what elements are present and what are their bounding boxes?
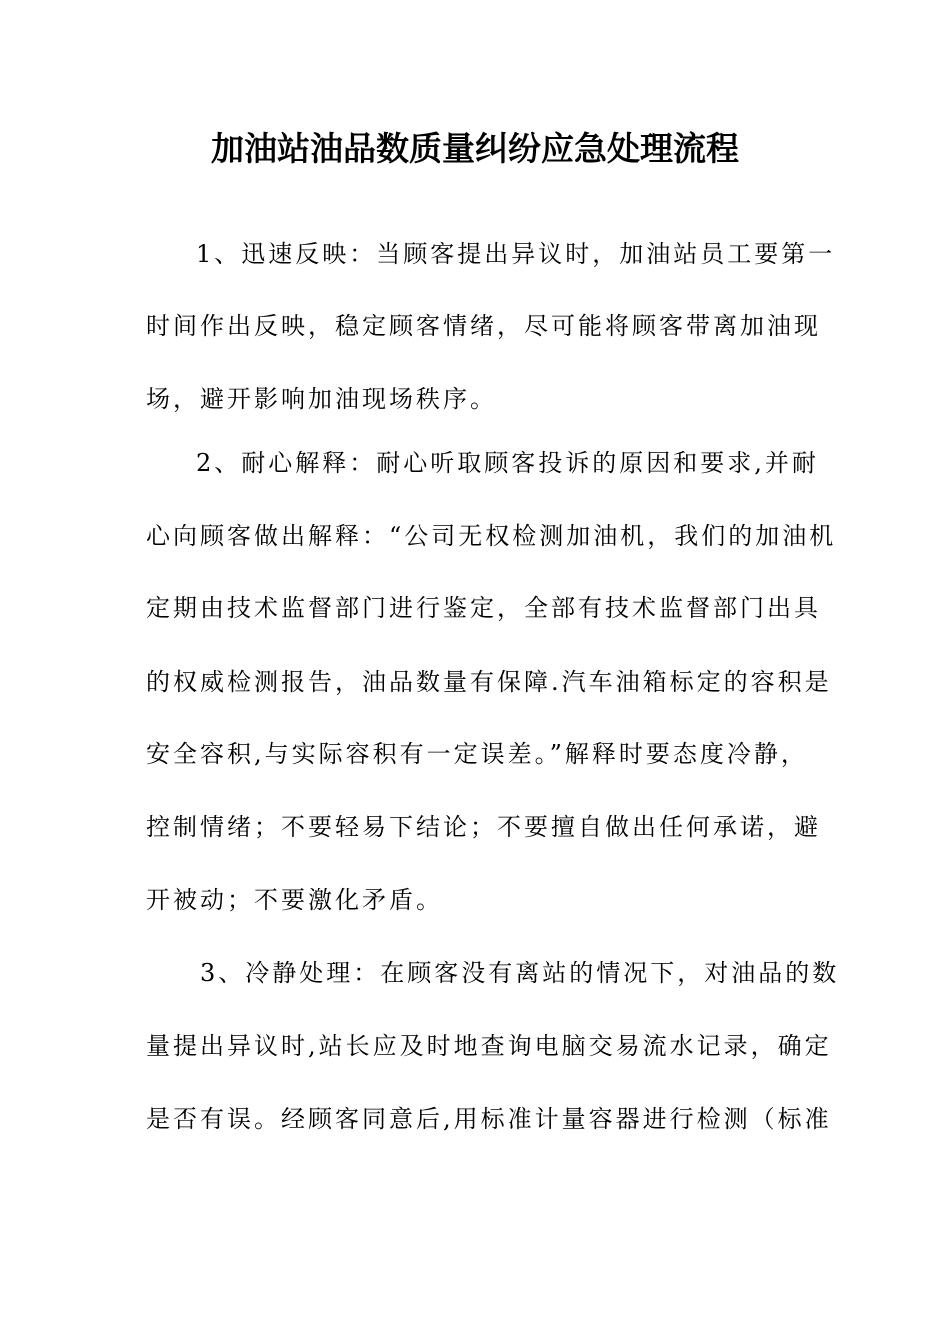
paragraph-line: 心向顾客做出解释：“公司无权检测加油机，我们的加油机 xyxy=(146,522,837,550)
paragraph-line: 3、冷静处理：在顾客没有离站的情况下，对油品的数 xyxy=(200,959,840,987)
paragraph-line: 时间作出反映，稳定顾客情绪，尽可能将顾客带离加油现 xyxy=(146,312,821,340)
paragraph-line: 开被动；不要激化矛盾。 xyxy=(146,886,443,914)
document-title: 加油站油品数质量纠纷应急处理流程 xyxy=(211,129,739,168)
paragraph-line: 定期由技术监督部门进行鉴定，全部有技术监督部门出具 xyxy=(146,594,821,622)
paragraph-line: 场，避开影响加油现场秩序。 xyxy=(146,385,497,413)
paragraph-line: 2、耐心解释：耐心听取顾客投诉的原因和要求,并耐 xyxy=(196,449,819,477)
paragraph-line: 量提出异议时,站长应及时地查询电脑交易流水记录，确定 xyxy=(146,1032,832,1060)
paragraph-line: 安全容积,与实际容积有一定误差。”解释时要态度冷静， xyxy=(146,740,808,768)
paragraph-line: 的权威检测报告，油品数量有保障.汽车油箱标定的容积是 xyxy=(146,668,832,696)
paragraph-line: 是否有误。经顾客同意后,用标准计量容器进行检测（标准 xyxy=(146,1105,832,1133)
paragraph-line: 1、迅速反映：当顾客提出异议时，加油站员工要第一 xyxy=(196,240,836,268)
paragraph-line: 控制情绪；不要轻易下结论；不要擅自做出任何承诺，避 xyxy=(146,813,821,841)
